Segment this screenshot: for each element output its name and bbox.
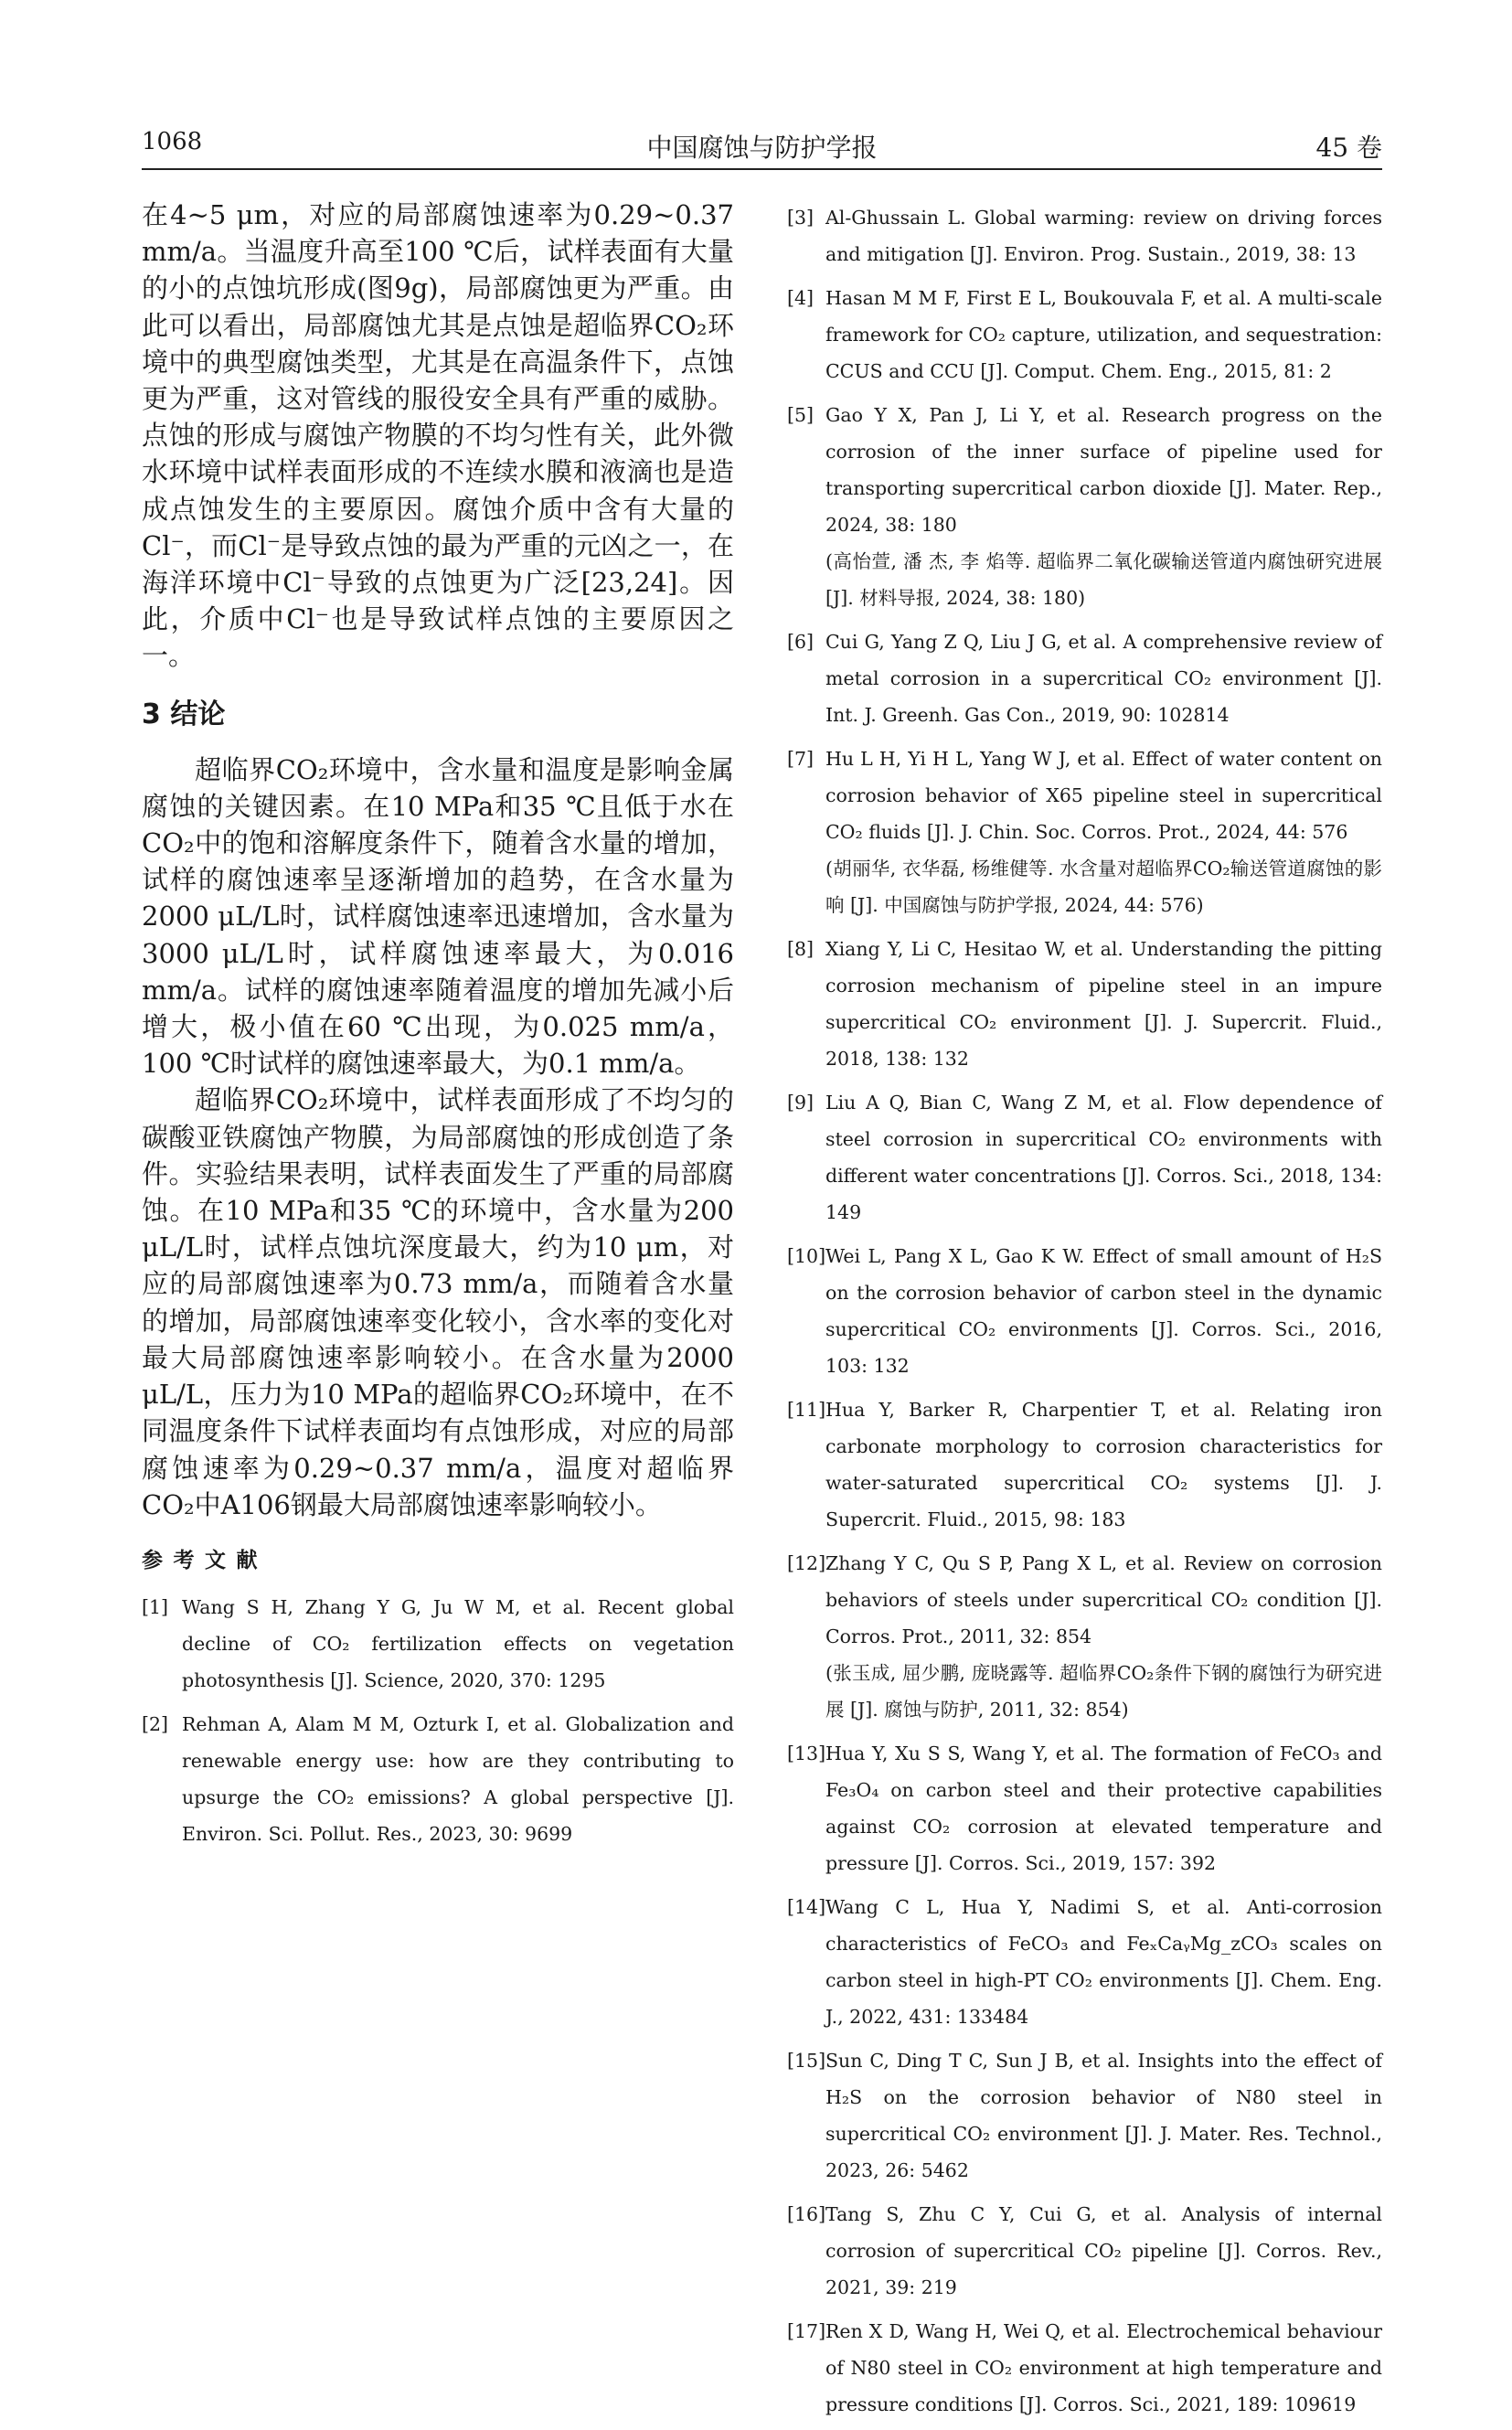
reference-number: [17] xyxy=(787,2320,826,2342)
left-column xyxy=(142,197,734,1860)
reference-number: [13] xyxy=(787,1743,826,1764)
reference-number: [8] xyxy=(787,938,815,960)
page-header xyxy=(142,128,1382,170)
volume-label: 45 卷 xyxy=(1315,133,1382,163)
reference-item xyxy=(787,2196,1382,2306)
reference-item xyxy=(787,1084,1382,1231)
reference-number: [5] xyxy=(787,404,815,426)
reference-item xyxy=(787,397,1382,616)
references-heading: 参考文献 xyxy=(142,1548,268,1572)
reference-text: Gao Y X, Pan J, Li Y, et al. Research progress on the corrosion of the inner surface of pipeline used for transporting supercritical carbon dioxide [J]. Mater. Rep., 2024, 38: 180 xyxy=(825,404,1382,536)
reference-chinese-translation: (胡丽华, 衣华磊, 杨维健等. 水含量对超临界CO₂输送管道腐蚀的影响 [J]. 中国腐蚀与防护学报, 2024, 44: 576) xyxy=(825,858,1382,916)
conclusion-paragraph-2: 超临界CO₂环境中，试样表面形成了不均匀的碳酸亚铁腐蚀产物膜，为局部腐蚀的形成创造了条件。实验结果表明，试样表面发生了严重的局部腐蚀。在10 MPa和35 ℃的环境中，含水量为200 μL/L时，试样点蚀坑深度最大，约为10 μm，对应的局部腐蚀速率为0.73 mm/a，而随着含水量的增加，局部腐蚀速率变化较小，含水率的变化对最大局部腐蚀速率影响较小。在含水量为2000 μL/L，压力为10 MPa的超临界CO₂环境中，在不同温度条件下试样表面均有点蚀形成，对应的局部腐蚀速率为0.29~0.37 mm/a，温度对超临界CO₂中A106钢最大局部腐蚀速率影响较小。 xyxy=(142,1084,734,1520)
journal-title: 中国腐蚀与防护学报 xyxy=(646,133,878,163)
reference-number: [1] xyxy=(142,1595,169,1618)
reference-number: [6] xyxy=(787,631,815,653)
reference-item xyxy=(787,2042,1382,2189)
reference-text: Zhang Y C, Qu S P, Pang X L, et al. Review on corrosion behaviors of steels under supercritical CO₂ condition [J]. Corros. Prot., 2011, 32: 854 xyxy=(825,1552,1382,1647)
reference-number: [14] xyxy=(787,1896,826,1918)
reference-item xyxy=(787,280,1382,389)
reference-number: [12] xyxy=(787,1552,826,1574)
reference-item xyxy=(787,623,1382,733)
reference-text: Wang C L, Hua Y, Nadimi S, et al. Anti-corrosion characteristics of FeCO₃ and FeₓCaᵧMg_zCO₃ scales on carbon steel in high-PT CO₂ environments [J]. Chem. Eng. J., 2022, 431: 133484 xyxy=(825,1896,1382,2028)
reference-item xyxy=(787,1391,1382,1538)
reference-text: Wei L, Pang X L, Gao K W. Effect of small amount of H₂S on the corrosion behavior of carbon steel in the dynamic supercritical CO₂ environments [J]. Corros. Sci., 2016, 103: 132 xyxy=(825,1245,1382,1377)
reference-number: [9] xyxy=(787,1092,815,1114)
reference-text: Hua Y, Barker R, Charpentier T, et al. Relating iron carbonate morphology to corrosion characteristics for water-saturated supercritical CO₂ systems [J]. J. Supercrit. Fluid., 2015, 98: 183 xyxy=(825,1399,1382,1530)
reference-number: [3] xyxy=(787,207,815,229)
reference-list-right xyxy=(787,199,1382,2423)
reference-number: [15] xyxy=(787,2050,826,2072)
reference-chinese-translation: (高怡萱, 潘 杰, 李 焰等. 超临界二氧化碳输送管道内腐蚀研究进展 [J]. 材料导报, 2024, 38: 180) xyxy=(825,550,1382,609)
reference-number: [10] xyxy=(787,1245,826,1267)
reference-number: [7] xyxy=(787,748,815,770)
reference-text: Wang S H, Zhang Y G, Ju W M, et al. Recent global decline of CO₂ fertilization effects on vegetation photosynthesis [J]. Science, 2020, 370: 1295 xyxy=(182,1595,734,1691)
reference-text: Hua Y, Xu S S, Wang Y, et al. The formation of FeCO₃ and Fe₃O₄ on carbon steel and their protective capabilities against CO₂ corrosion at elevated temperature and pressure [J]. Corros. Sci., 2019, 157: 392 xyxy=(825,1743,1382,1874)
section-title-conclusion: 3 结论 xyxy=(142,698,226,730)
right-column xyxy=(787,199,1382,2430)
reference-number: [16] xyxy=(787,2203,826,2225)
page-number: 1068 xyxy=(142,128,203,155)
reference-item xyxy=(787,2313,1382,2423)
reference-item xyxy=(787,1238,1382,1384)
body-paragraph-continued: 在4~5 μm，对应的局部腐蚀速率为0.29~0.37 mm/a。当温度升高至100 ℃后，试样表面有大量的小的点蚀坑形成(图9g)，局部腐蚀更为严重。由此可以看出，局部腐蚀尤其是点蚀是超临界CO₂环境中的典型腐蚀类型，尤其是在高温条件下，点蚀更为严重，这对管线的服役安全具有严重的威胁。点蚀的形成与腐蚀产物膜的不均匀性有关，此外微水环境中试样表面形成的不连续水膜和液滴也是造成点蚀发生的主要原因。腐蚀介质中含有大量的Cl⁻，而Cl⁻是导致点蚀的最为严重的元凶之一，在海洋环境中Cl⁻导致的点蚀更为广泛[23,24]。因此，介质中Cl⁻也是导致试样点蚀的主要原因之一。 xyxy=(142,199,734,672)
reference-item xyxy=(787,1545,1382,1728)
reference-item xyxy=(142,1706,734,1852)
reference-text: Cui G, Yang Z Q, Liu J G, et al. A comprehensive review of metal corrosion in a supercritical CO₂ environment [J]. Int. J. Greenh. Gas Con., 2019, 90: 102814 xyxy=(825,631,1382,726)
reference-text: Rehman A, Alam M M, Ozturk I, et al. Globalization and renewable energy use: how are they contributing to upsurge the CO₂ emissions? A global perspective [J]. Environ. Sci. Pollut. Res., 2023, 30: 9699 xyxy=(182,1712,734,1845)
reference-text: Liu A Q, Bian C, Wang Z M, et al. Flow dependence of steel corrosion in supercritical CO₂ environments with different water concentrations [J]. Corros. Sci., 2018, 134: 149 xyxy=(825,1092,1382,1223)
reference-text: Hasan M M F, First E L, Boukouvala F, et al. A multi-scale framework for CO₂ capture, utilization, and sequestration: CCUS and CCU [J]. Comput. Chem. Eng., 2015, 81: 2 xyxy=(825,287,1382,382)
reference-text: Tang S, Zhu C Y, Cui G, et al. Analysis of internal corrosion of supercritical CO₂ pipeline [J]. Corros. Rev., 2021, 39: 219 xyxy=(825,2203,1382,2298)
reference-number: [11] xyxy=(787,1399,826,1421)
reference-item xyxy=(787,1889,1382,2035)
reference-item xyxy=(142,1589,734,1699)
reference-chinese-translation: (张玉成, 屈少鹏, 庞晓露等. 超临界CO₂条件下钢的腐蚀行为研究进展 [J]. 腐蚀与防护, 2011, 32: 854) xyxy=(825,1662,1382,1721)
reference-item xyxy=(787,931,1382,1077)
reference-text: Xiang Y, Li C, Hesitao W, et al. Understanding the pitting corrosion mechanism of pipeline steel in an impure supercritical CO₂ environment [J]. J. Supercrit. Fluid., 2018, 138: 132 xyxy=(825,938,1382,1070)
reference-item xyxy=(787,199,1382,272)
reference-list-left xyxy=(142,1589,734,1852)
reference-text: Hu L H, Yi H L, Yang W J, et al. Effect of water content on corrosion behavior of X65 pipeline steel in supercritical CO₂ fluids [J]. J. Chin. Soc. Corros. Prot., 2024, 44: 576 xyxy=(825,748,1382,843)
reference-text: Sun C, Ding T C, Sun J B, et al. Insights into the effect of H₂S on the corrosion behavior of N80 steel in supercritical CO₂ environment [J]. J. Mater. Res. Technol., 2023, 26: 5462 xyxy=(825,2050,1382,2181)
reference-text: Al-Ghussain L. Global warming: review on driving forces and mitigation [J]. Environ. Prog. Sustain., 2019, 38: 13 xyxy=(825,207,1382,265)
conclusion-paragraph-1: 超临界CO₂环境中，含水量和温度是影响金属腐蚀的关键因素。在10 MPa和35 ℃且低于水在CO₂中的饱和溶解度条件下，随着含水量的增加，试样的腐蚀速率呈逐渐增加的趋势，在含水量为2000 μL/L时，试样腐蚀速率迅速增加，含水量为3000 μL/L时，试样腐蚀速率最大，为0.016 mm/a。试样的腐蚀速率随着温度的增加先减小后增大，极小值在60 ℃出现，为0.025 mm/a，100 ℃时试样的腐蚀速率最大，为0.1 mm/a。 xyxy=(142,753,734,1080)
reference-item xyxy=(787,741,1382,923)
reference-text: Ren X D, Wang H, Wei Q, et al. Electrochemical behaviour of N80 steel in CO₂ environment at high temperature and pressure conditions [J]. Corros. Sci., 2021, 189: 109619 xyxy=(825,2320,1382,2415)
reference-number: [2] xyxy=(142,1712,169,1735)
reference-item xyxy=(787,1735,1382,1881)
reference-number: [4] xyxy=(787,287,815,309)
